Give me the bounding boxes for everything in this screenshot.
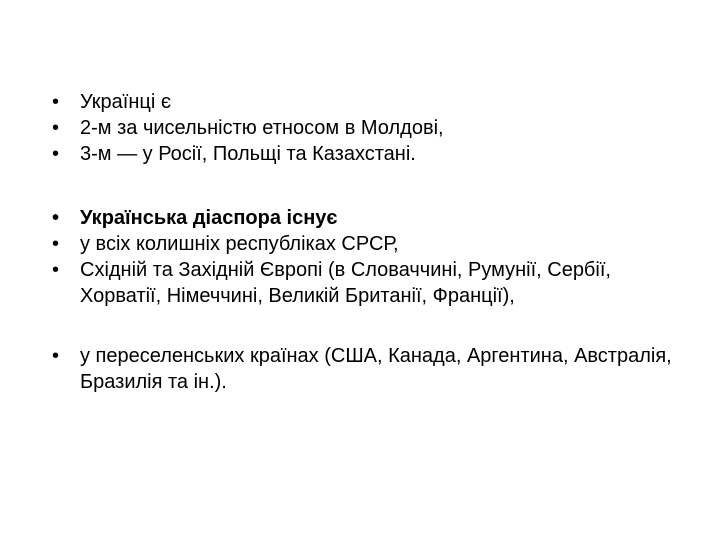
bullet-text: 3-м — у Росії, Польщі та Казахстані. <box>80 143 416 165</box>
bullet-text: у переселенських країнах (США, Канада, Аргентина, Австралія, Бразилія та ін.). <box>80 345 672 393</box>
bullet-group-diaspora <box>52 205 692 309</box>
bullet-text: Українська діаспора існує <box>80 207 338 229</box>
bullet-dot: • <box>52 117 60 139</box>
bullet-text: у всіх колишніх республіках СРСР, <box>80 233 399 255</box>
bullet-item <box>52 115 692 141</box>
bullet-dot: • <box>52 207 60 229</box>
bullet-item-heading <box>52 205 692 231</box>
bullet-text: 2-м за чисельністю етносом в Молдові, <box>80 117 444 139</box>
bullet-item <box>52 343 692 395</box>
bullet-item <box>52 89 692 115</box>
bullet-dot: • <box>52 143 60 165</box>
bullet-text: Українці є <box>80 91 172 113</box>
bullet-item <box>52 141 692 167</box>
bullet-dot: • <box>52 259 60 281</box>
bullet-dot: • <box>52 345 60 367</box>
bullet-item <box>52 231 692 257</box>
bullet-group-ukrainians <box>52 89 692 167</box>
bullet-dot: • <box>52 91 60 113</box>
bullet-dot: • <box>52 233 60 255</box>
bullet-text: Східній та Західній Європі (в Словаччині, Румунії, Сербії, Хорватії, Німеччині, Великій Британії, Франції), <box>80 259 611 307</box>
bullet-group-immigrant-countries <box>52 343 692 395</box>
bullet-item <box>52 257 692 309</box>
